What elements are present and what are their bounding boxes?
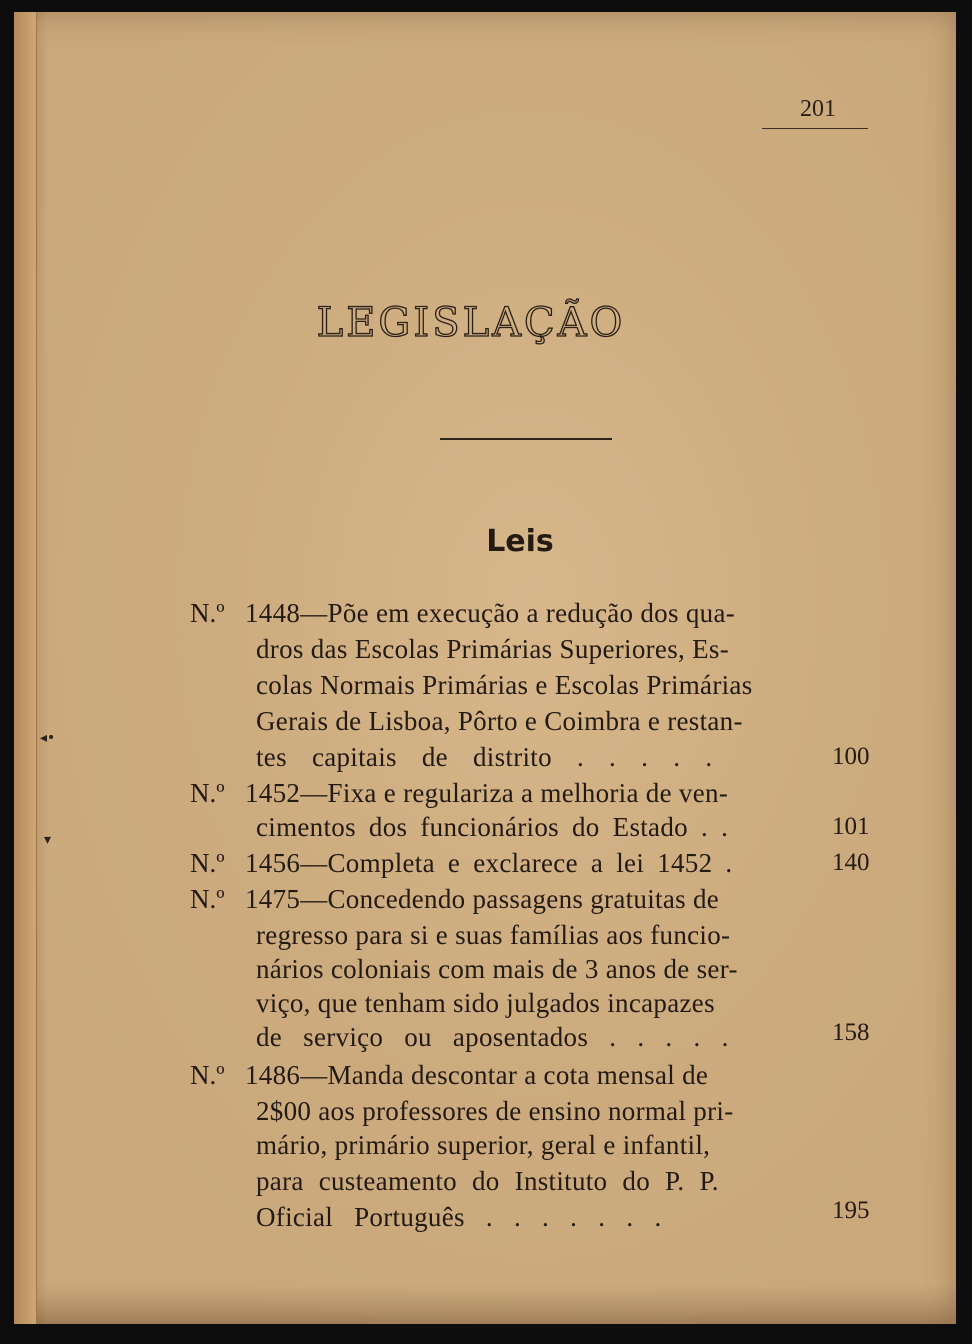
entry-number: N.º bbox=[190, 1060, 225, 1090]
entry-page-ref: 158 bbox=[832, 1019, 870, 1046]
entry-page-ref: 195 bbox=[832, 1197, 870, 1224]
entry-line: colas Normais Primárias e Escolas Primárias bbox=[256, 670, 753, 700]
page-number: 201 bbox=[800, 96, 836, 122]
entry-page-ref: 101 bbox=[832, 813, 870, 840]
entry-line: mário, primário superior, geral e infantil, bbox=[256, 1130, 711, 1160]
page-spine-edge bbox=[14, 12, 37, 1324]
entry-line: Gerais de Lisboa, Pôrto e Coimbra e restan- bbox=[256, 706, 743, 736]
header-rule bbox=[762, 128, 868, 129]
entry-line: viço, que tenham sido julgados incapazes bbox=[256, 988, 715, 1018]
entry-line: 1452—Fixa e regulariza a melhoria de ven- bbox=[245, 778, 729, 808]
entry-line: nários coloniais com mais de 3 anos de ser- bbox=[256, 954, 738, 984]
entry-page-ref: 140 bbox=[832, 849, 870, 876]
entry-number: N.º bbox=[190, 884, 225, 914]
entry-line: 1448—Põe em execução a redução dos qua- bbox=[245, 598, 736, 628]
entry-line: 1486—Manda descontar a cota mensal de bbox=[245, 1060, 709, 1090]
entry-line: 1456—Completa e exclarece a lei 1452 . bbox=[245, 848, 733, 878]
entry-line: dros das Escolas Primárias Superiores, Es- bbox=[256, 634, 730, 664]
title-divider bbox=[440, 438, 612, 440]
entry-line: de serviço ou aposentados . . . . . bbox=[256, 1022, 729, 1052]
entry-line: Oficial Português . . . . . . . bbox=[256, 1202, 662, 1232]
entry-line: regresso para si e suas famílias aos funcio- bbox=[256, 920, 731, 950]
entry-number: N.º bbox=[190, 848, 225, 878]
margin-mark-arrow: ▾ bbox=[44, 832, 52, 848]
entry-page-ref: 100 bbox=[832, 743, 870, 770]
entry-number: N.º bbox=[190, 598, 225, 628]
margin-mark-dot: ◂• bbox=[40, 730, 56, 746]
entry-line: 1475—Concedendo passagens gratuitas de bbox=[245, 884, 720, 914]
entry-line: cimentos dos funcionários do Estado . . bbox=[256, 812, 729, 842]
entry-line: 2$00 aos professores de ensino normal pri- bbox=[256, 1096, 734, 1126]
subsection-title: Leis bbox=[486, 524, 554, 559]
section-title: LEGISLAÇÃO bbox=[316, 300, 626, 346]
entry-line: tes capitais de distrito . . . . . bbox=[256, 742, 713, 772]
entry-line: para custeamento do Instituto do P. P. bbox=[256, 1166, 719, 1196]
entry-number: N.º bbox=[190, 778, 225, 808]
